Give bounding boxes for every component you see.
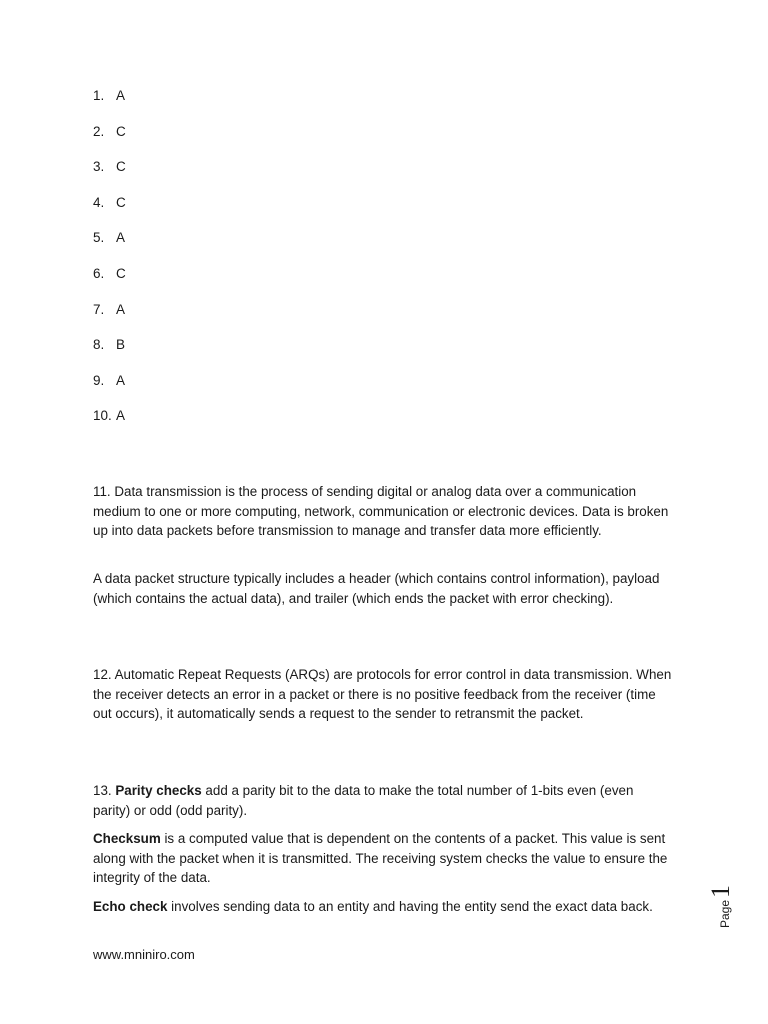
answer-letter: A	[116, 372, 126, 388]
answer-letter: A	[116, 408, 126, 424]
page-number-label	[706, 885, 736, 928]
parity-checks-text: add a parity bit to the data to make the total number of 1-bits even (even parity) or odd (odd parity).	[93, 783, 634, 818]
page-word: Page	[718, 899, 732, 928]
q13-paragraph-checksum	[93, 829, 673, 888]
answer-letter: C	[116, 265, 126, 281]
echo-check-term: Echo check	[93, 899, 168, 914]
list-item	[93, 335, 126, 371]
answer-number: 7.	[93, 301, 105, 317]
checksum-term: Checksum	[93, 831, 161, 846]
answer-letter: C	[116, 159, 126, 175]
answer-letter: A	[116, 301, 126, 317]
answer-number: 9.	[93, 372, 105, 388]
answer-letter: B	[116, 337, 126, 353]
q13-prefix: 13.	[93, 783, 116, 798]
answer-number: 10.	[93, 408, 112, 424]
answer-number: 1.	[93, 88, 105, 103]
parity-checks-term: Parity checks	[115, 783, 202, 798]
answer-letter: A	[116, 88, 126, 103]
page-number: 1	[706, 884, 735, 898]
answer-number: 4.	[93, 194, 105, 210]
echo-check-text: involves sending data to an entity and having the entity send the exact data back.	[167, 899, 653, 914]
q13-paragraph-parity	[93, 781, 673, 820]
list-item	[93, 86, 126, 122]
list-item	[93, 300, 126, 336]
list-item	[93, 264, 126, 300]
answer-number: 5.	[93, 230, 105, 246]
answer-list	[93, 86, 126, 442]
list-item	[93, 371, 126, 407]
list-item	[93, 228, 126, 264]
answer-number: 2.	[93, 123, 105, 139]
q11-paragraph-definition: 11. Data transmission is the process of sending digital or analog data over a communication medium to one or more computing, network, communication or electronic devices. Data is broken up into data packets before transmission to manage and transfer data more efficiently.	[93, 484, 669, 539]
answer-number: 6.	[93, 265, 105, 281]
answer-letter: C	[116, 194, 126, 210]
footer-website: www.mniniro.com	[93, 947, 195, 962]
answer-letter: C	[116, 123, 126, 139]
answer-number: 8.	[93, 337, 105, 353]
answer-number: 3.	[93, 159, 105, 175]
list-item	[93, 406, 126, 442]
list-item	[93, 157, 126, 193]
list-item	[93, 193, 126, 229]
q13-paragraph-echo-check	[93, 897, 673, 917]
q11-paragraph-packet-structure: A data packet structure typically includes a header (which contains control information), payload (which contains the actual data), and trailer (which ends the packet with error checking).	[93, 571, 660, 606]
answer-letter: A	[116, 230, 126, 246]
list-item	[93, 122, 126, 158]
q12-paragraph-arq: 12. Automatic Repeat Requests (ARQs) are protocols for error control in data transmission. When the receiver detects an error in a packet or there is no positive feedback from the receiver (time out occurs), it automatically sends a request to the sender to retransmit the packet.	[93, 667, 672, 722]
checksum-text: is a computed value that is dependent on the contents of a packet. This value is sent along with the packet when it is transmitted. The receiving system checks the value to ensure the integrity of the data.	[93, 831, 668, 886]
